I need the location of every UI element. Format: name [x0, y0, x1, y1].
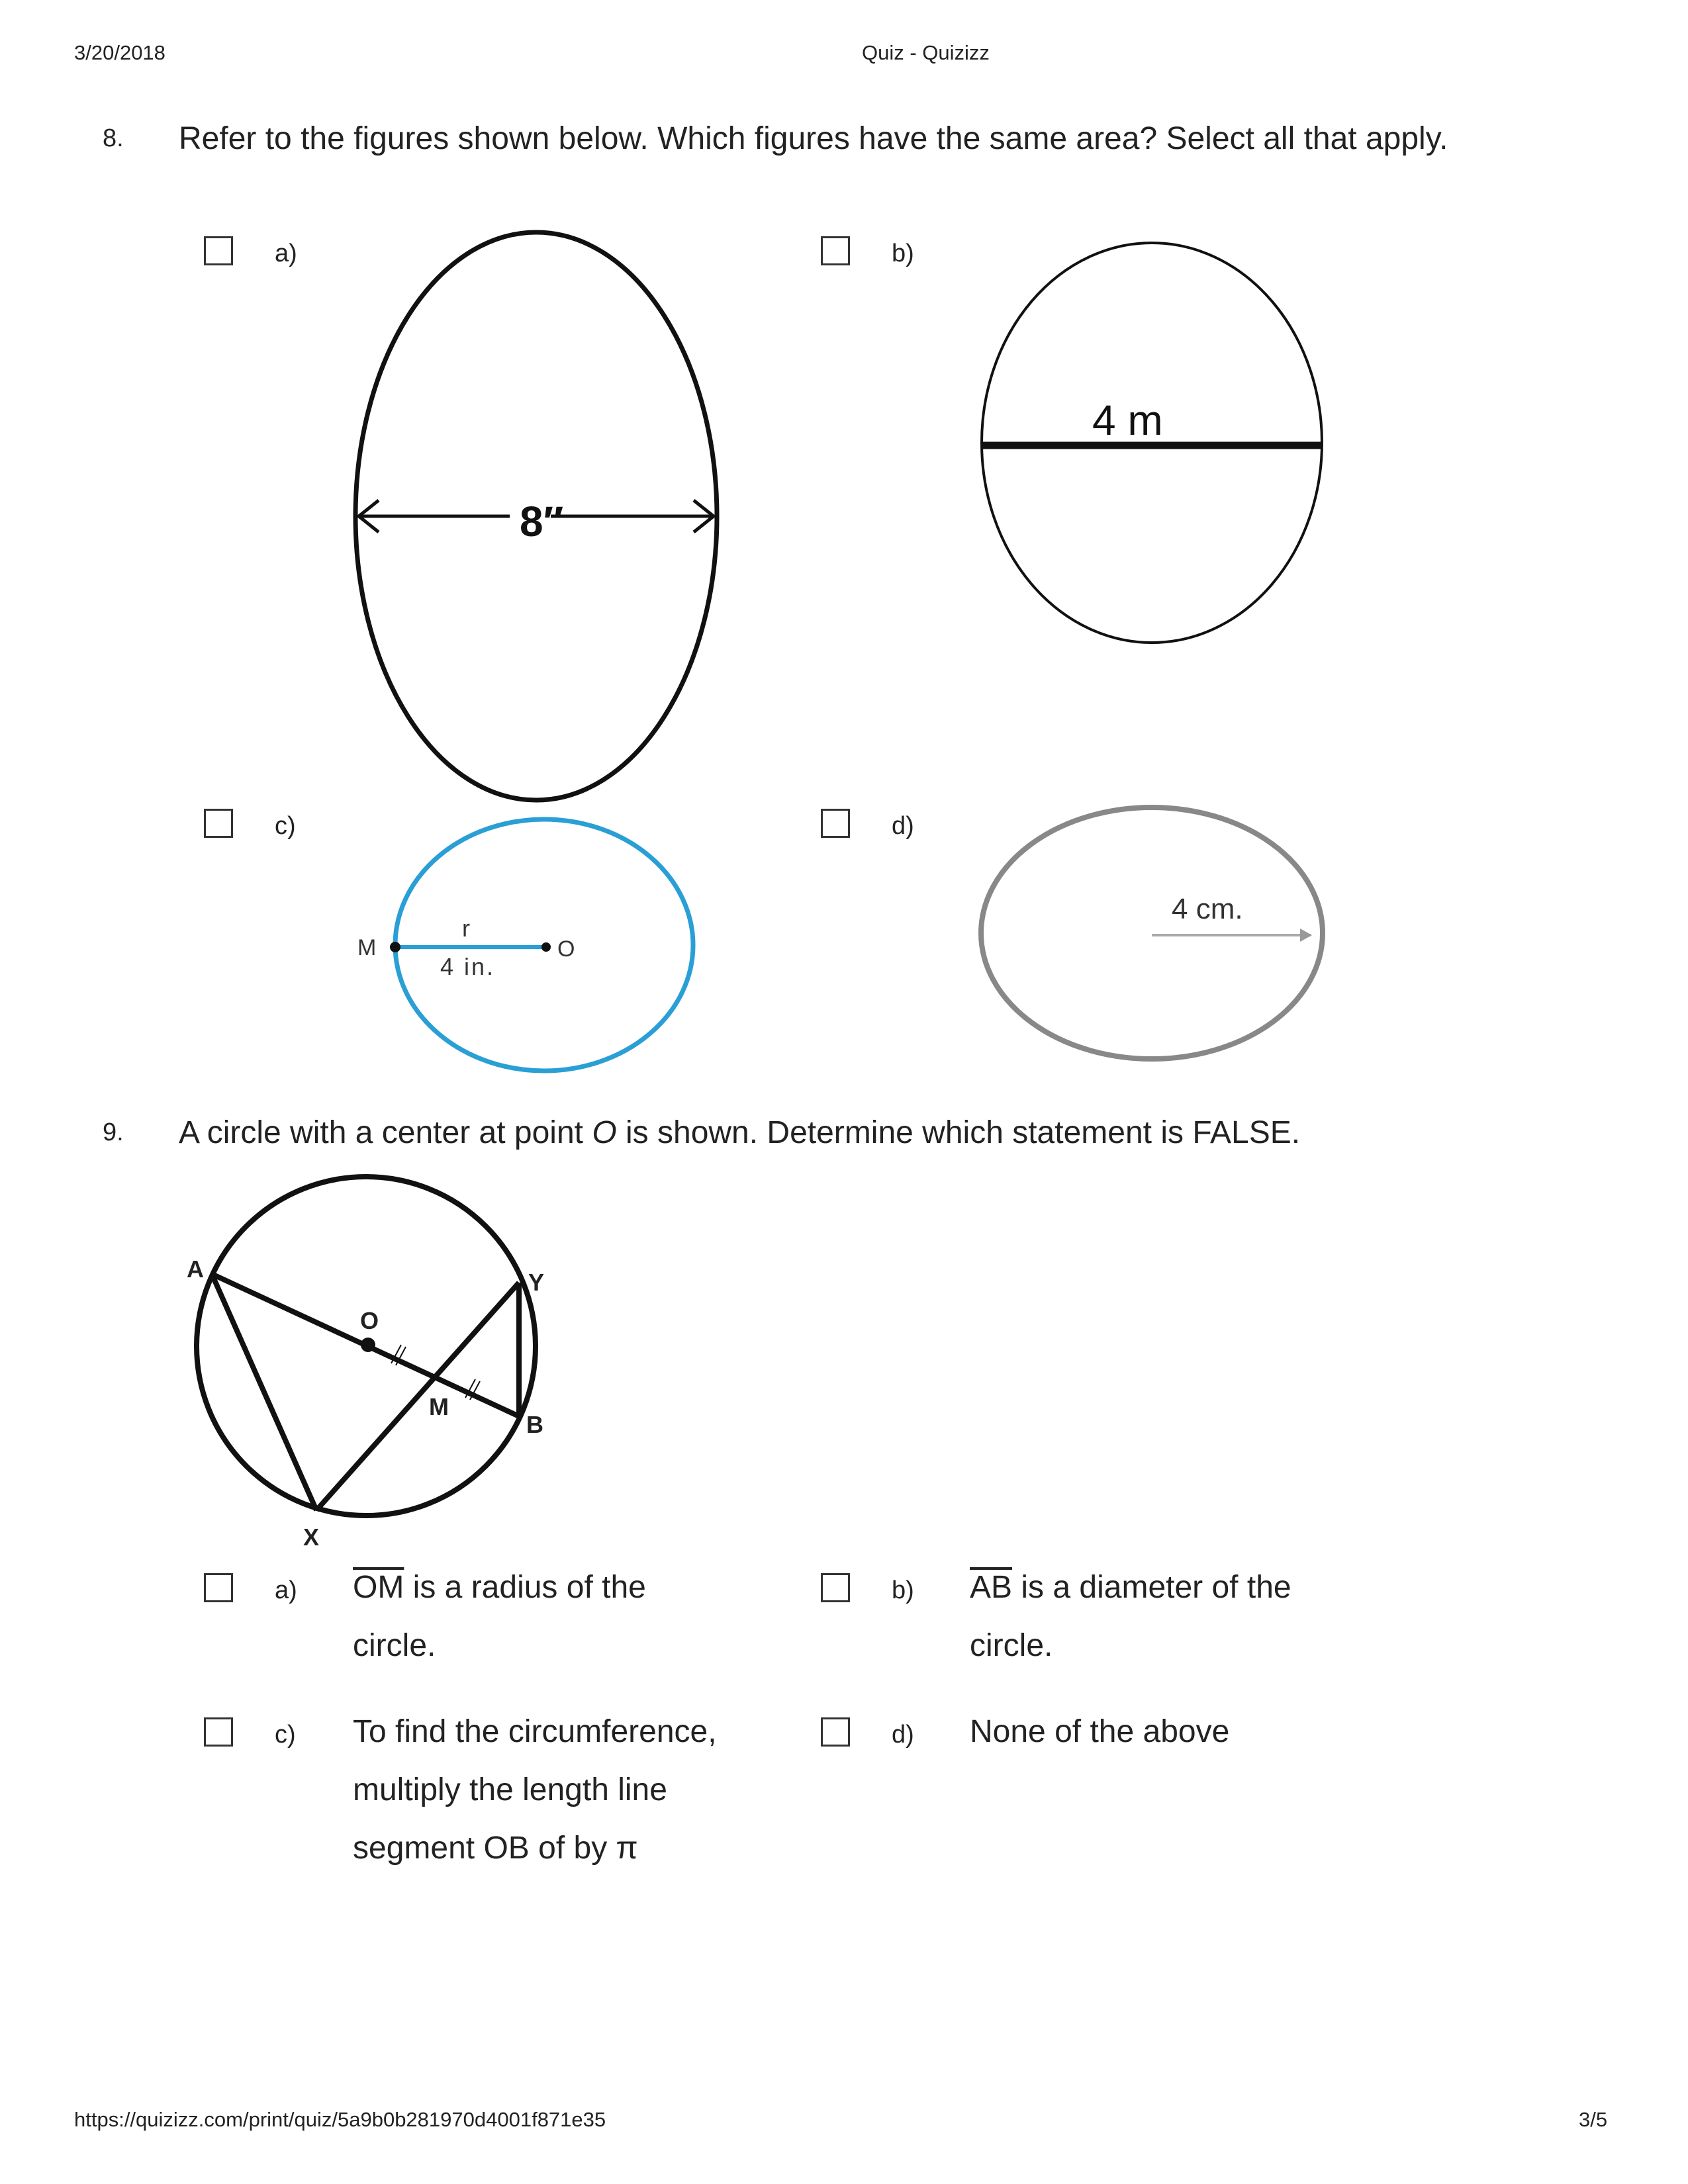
page-title: Quiz - Quizizz	[862, 41, 990, 64]
q9-point-o: O	[360, 1307, 379, 1334]
q9-option-b-label: b)	[892, 1576, 914, 1604]
q9-option-d-label: d)	[892, 1721, 914, 1749]
q9-circle-figure	[179, 1165, 576, 1562]
q8-option-d-checkbox[interactable]	[821, 809, 850, 838]
question-8-number: 8.	[103, 124, 124, 152]
print-date: 3/20/2018	[74, 41, 165, 64]
q9-option-b-text: $\overline{AB}$ is a diameter of the circle.	[970, 1570, 1291, 1663]
q9-point-y: Y	[528, 1269, 545, 1296]
q8-figure-b-diameter-label: 4 m	[1092, 396, 1163, 444]
q8-figure-d	[973, 801, 1331, 1079]
q8-option-c-checkbox[interactable]	[204, 809, 233, 838]
q8-figure-a-diameter-label: 8″	[520, 498, 564, 545]
q9-point-b: B	[526, 1411, 543, 1438]
q8-option-a-label: a)	[275, 240, 297, 267]
q9-point-a: A	[187, 1255, 204, 1283]
q8-option-b-label: b)	[892, 240, 914, 267]
question-8-text: Refer to the figures shown below. Which figures have the same area? Select all that apply.	[179, 121, 1448, 156]
question-9-text: A circle with a center at point O is shown. Determine which statement is FALSE.	[179, 1115, 1301, 1150]
q9-option-c-label: c)	[275, 1721, 296, 1749]
q8-figure-d-radius-label: 4 cm.	[1172, 893, 1243, 925]
question-9-number: 9.	[103, 1118, 124, 1146]
q8-figure-b	[973, 235, 1331, 652]
q9-option-c-text: To find the circumference, multiply the length line segment OB of by π	[353, 1714, 717, 1866]
q9-option-d-text: None of the above	[970, 1714, 1230, 1749]
q9-option-d-checkbox[interactable]	[821, 1717, 850, 1747]
footer-url: https://quizizz.com/print/quiz/5a9b0b281970d4001f871e35	[74, 2108, 606, 2131]
q9-option-a-checkbox[interactable]	[204, 1573, 233, 1602]
q8-figure-c	[351, 811, 708, 1082]
q8-figure-c-point-o: O	[557, 936, 575, 962]
q9-option-b-checkbox[interactable]	[821, 1573, 850, 1602]
q9-point-m: M	[429, 1393, 449, 1420]
q9-option-a-label: a)	[275, 1576, 297, 1604]
page-number: 3/5	[1579, 2108, 1608, 2131]
q8-option-c-label: c)	[275, 812, 296, 840]
q8-figure-a	[344, 225, 728, 807]
q8-option-a-checkbox[interactable]	[204, 236, 233, 265]
q9-point-x: X	[303, 1524, 320, 1551]
q9-option-c-checkbox[interactable]	[204, 1717, 233, 1747]
q8-option-d-label: d)	[892, 812, 914, 840]
q8-figure-c-point-m: M	[357, 935, 377, 960]
q9-option-a-text: $\overline{OM}$ is a radius of the circle.	[353, 1570, 646, 1663]
q8-figure-c-length-label: 4 in.	[440, 953, 496, 980]
q8-option-b-checkbox[interactable]	[821, 236, 850, 265]
q8-figure-c-radius-label: r	[462, 915, 470, 942]
